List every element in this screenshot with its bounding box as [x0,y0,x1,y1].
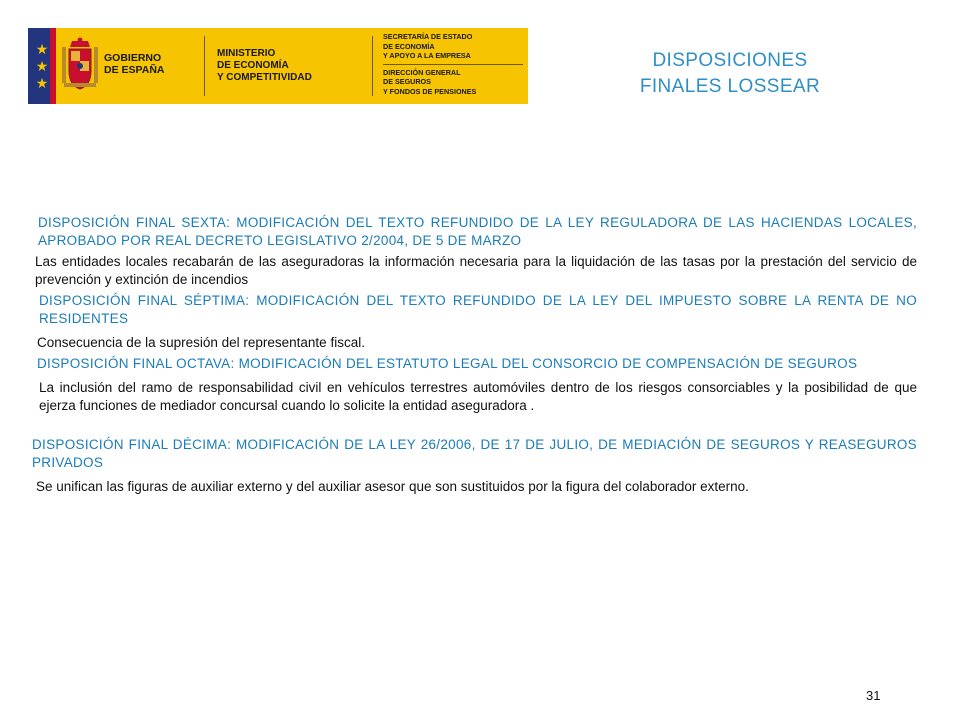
slide-content [32,214,917,496]
section-body: Se unifican las figuras de auxiliar externo y del auxiliar asesor que son sustituidos por la figura del colaborador externo. [36,479,749,494]
eu-flag-strip [28,28,56,104]
section-heading: DISPOSICIÓN FINAL DÉCIMA: MODIFICACIÓN DE LA LEY 26/2006, DE 17 DE JULIO, DE MEDIACIÓN DE SEGUROS Y REASEGUROS PRIVADOS [32,437,917,470]
secretariat-divider [383,64,523,65]
section-heading: DISPOSICIÓN FINAL OCTAVA: MODIFICACIÓN DEL ESTATUTO LEGAL DEL CONSORCIO DE COMPENSACIÓN DE SEGUROS [37,356,858,371]
eu-star-icon: ★ [35,74,49,91]
section-body: Las entidades locales recabarán de las aseguradoras la información necesaria para la liquidación de las tasas por la prestación del servicio de prevención y extinción de incendios [35,254,917,287]
ministry-name: MINISTERIO DE ECONOMÍA Y COMPETITIVIDAD [217,48,312,83]
government-logo [28,28,528,104]
page-number: 31 [866,688,881,703]
eu-star-icon: ★ [35,57,49,74]
section-heading: DISPOSICIÓN FINAL SÉPTIMA: MODIFICACIÓN DEL TEXTO REFUNDIDO DE LA LEY DEL IMPUESTO SOBRE LA RENTA DE NO RESIDENTES [39,293,917,326]
section-heading: DISPOSICIÓN FINAL SEXTA: MODIFICACIÓN DEL TEXTO REFUNDIDO DE LA LEY REGULADORA DE LAS HACIENDAS LOCALES, APROBADO POR REAL DECRETO LEGISLATIVO 2/2004, DE 5 DE MARZO [38,215,917,248]
section-body: Consecuencia de la supresión del representante fiscal. [37,335,365,350]
eu-star-icon: ★ [35,40,49,57]
section-body: La inclusión del ramo de responsabilidad civil en vehículos terrestres automóviles dentro de los riesgos consorciables y la posibilidad de que ejerza funciones de mediador concursal cuando lo solicite la entidad aseguradora . [39,380,917,413]
slide-title: DISPOSICIONES FINALES LOSSEAR [639,50,821,97]
secretariat-block: SECRETARÍA DE ESTADO DE ECONOMÍA Y APOYO A LA EMPRESA DIRECCIÓN GENERAL DE SEGUROS Y FONDOS DE PENSIONES [373,28,528,104]
red-stripe [50,28,56,104]
government-name: GOBIERNO DE ESPAÑA [104,52,165,76]
coat-of-arms-icon [56,28,104,104]
